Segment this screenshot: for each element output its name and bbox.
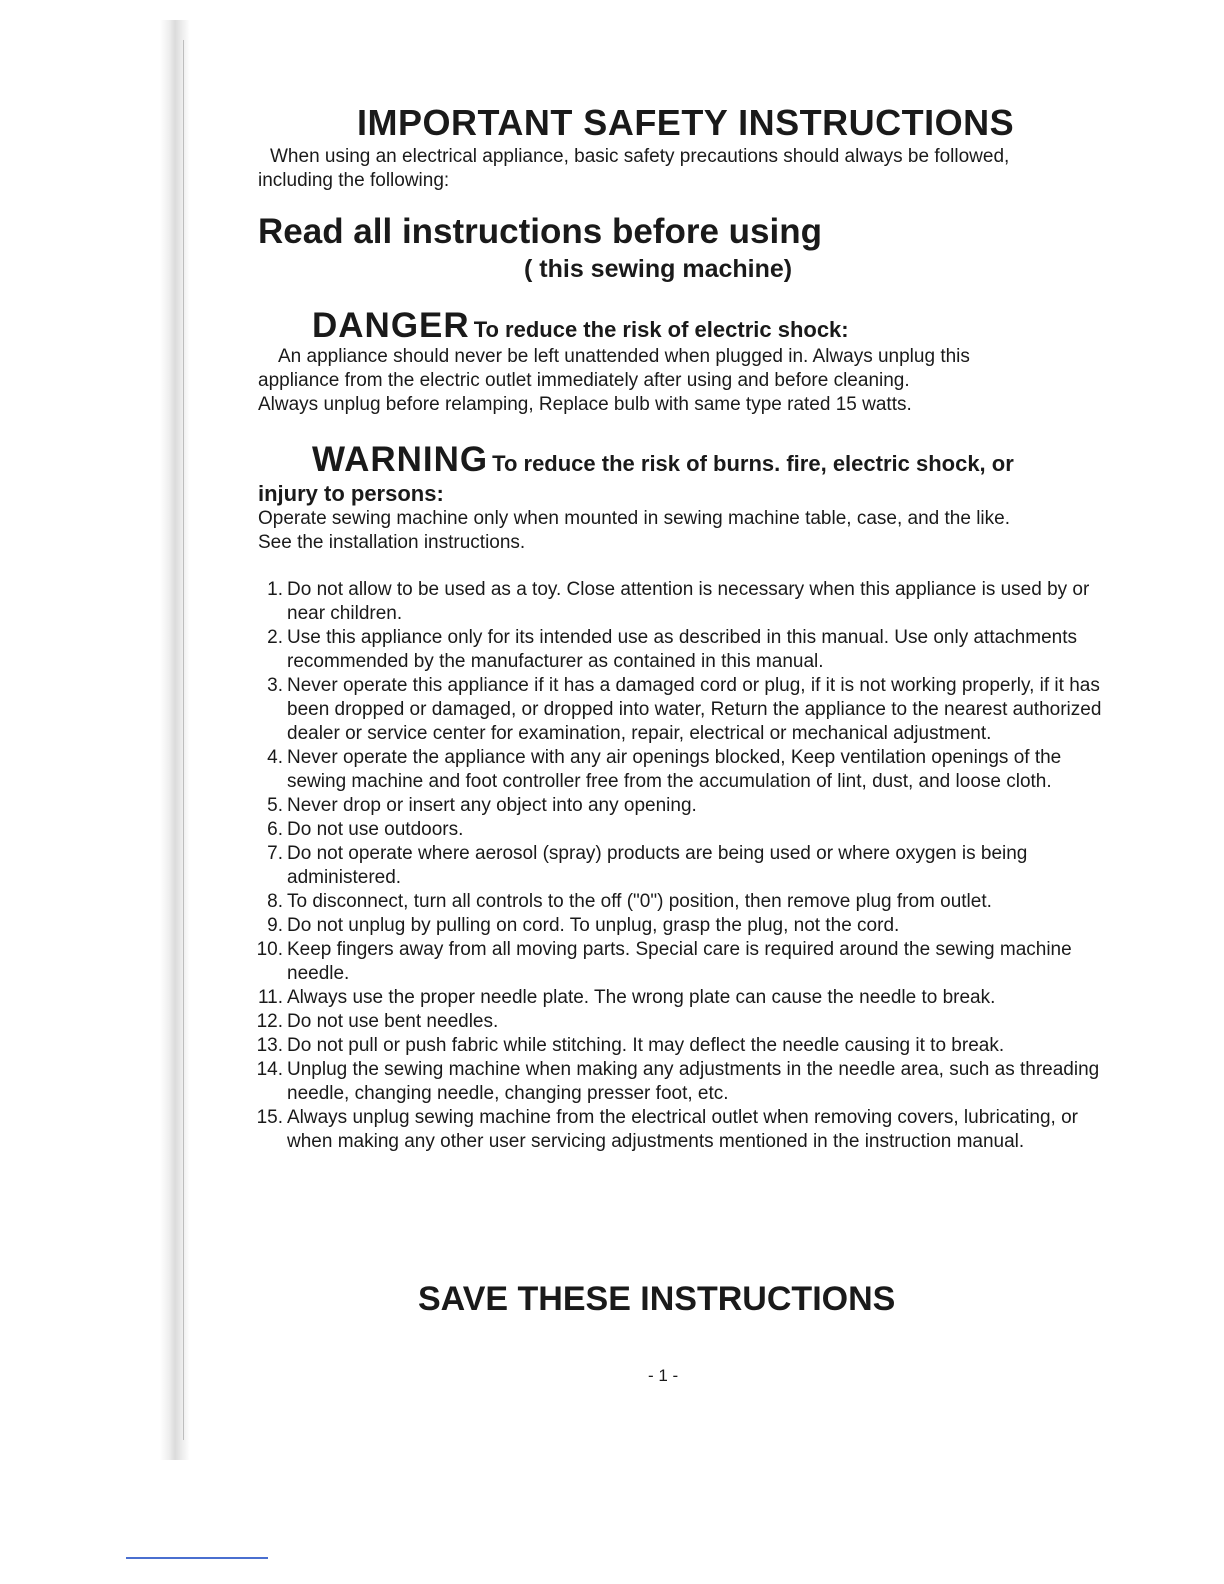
list-item-number: 5. — [267, 795, 283, 816]
list-item-number: 15. — [256, 1107, 283, 1128]
danger-line-1: An appliance should never be left unattended when plugged in. Always unplug this — [278, 346, 970, 367]
list-item-number: 7. — [267, 843, 283, 864]
list-item — [250, 626, 1110, 674]
list-item-number: 12. — [256, 1011, 283, 1032]
list-item — [250, 914, 1110, 938]
list-item — [250, 842, 1110, 890]
list-item-text: Never operate this appliance if it has a damaged cord or plug, if it is not working properly, if it has been dropped or damaged, or dropped into water, Return the appliance to the nearest authorized dealer or service center for examination, repair, electrical or mechanical adjustment. — [287, 675, 1102, 744]
list-item-text: Do not use outdoors. — [287, 819, 464, 840]
list-item-number: 11. — [257, 987, 283, 1008]
list-item — [250, 986, 1110, 1010]
list-item — [250, 938, 1110, 986]
read-all-subheading: ( this sewing machine) — [524, 255, 793, 283]
list-item-text: Always unplug sewing machine from the electrical outlet when removing covers, lubricating, or when making any other user servicing adjustments mentioned in the instruction manual. — [287, 1107, 1078, 1152]
list-item-text: Never drop or insert any object into any opening. — [287, 795, 697, 816]
warning-line-1: Operate sewing machine only when mounted in sewing machine table, case, and the like. — [258, 508, 1010, 529]
list-item-number: 1. — [267, 579, 283, 600]
list-item — [250, 674, 1110, 746]
list-item-number: 10. — [256, 939, 283, 960]
read-all-heading: Read all instructions before using — [258, 212, 822, 251]
save-instructions-heading: SAVE THESE INSTRUCTIONS — [418, 1280, 896, 1318]
list-item-number: 2. — [267, 627, 283, 648]
list-item-text: Unplug the sewing machine when making any adjustments in the needle area, such as threading needle, changing needle, changing presser foot, etc. — [287, 1059, 1100, 1104]
list-item-text: Do not operate where aerosol (spray) products are being used or where oxygen is being administered. — [287, 843, 1028, 888]
scan-binding-shadow — [160, 20, 190, 1460]
list-item — [250, 1058, 1110, 1106]
warning-word: WARNING — [312, 440, 489, 479]
list-item-text: Do not use bent needles. — [287, 1011, 499, 1032]
list-item-text: Do not allow to be used as a toy. Close attention is necessary when this appliance is used by or near children. — [287, 579, 1090, 624]
list-item — [250, 578, 1110, 626]
list-item-text: Keep fingers away from all moving parts. Special care is required around the sewing machine needle. — [287, 939, 1072, 984]
intro-line-2: including the following: — [258, 170, 450, 191]
list-item-number: 14. — [256, 1059, 283, 1080]
intro-line-1: When using an electrical appliance, basic safety precautions should always be followed, — [270, 146, 1010, 167]
danger-line-2: appliance from the electric outlet immediately after using and before cleaning. — [258, 370, 910, 391]
list-item — [250, 1010, 1110, 1034]
list-item-text: Do not pull or push fabric while stitching. It may deflect the needle causing it to break. — [287, 1035, 1005, 1056]
list-item-text: Do not unplug by pulling on cord. To unplug, grasp the plug, not the cord. — [287, 915, 900, 936]
list-item — [250, 746, 1110, 794]
list-item-text: Never operate the appliance with any air openings blocked, Keep ventilation openings of the sewing machine and foot controller free from the accumulation of lint, dust, and loose cloth. — [287, 747, 1062, 792]
list-item — [250, 1106, 1110, 1154]
list-item — [250, 890, 1110, 914]
page-title: IMPORTANT SAFETY INSTRUCTIONS — [357, 102, 1015, 143]
safety-instruction-list — [250, 578, 1110, 1154]
page-number: - 1 - — [648, 1366, 679, 1385]
warning-paragraph — [258, 507, 1118, 555]
danger-paragraph — [258, 345, 1118, 417]
list-item-number: 9. — [267, 915, 283, 936]
scan-edge-mark — [126, 1557, 268, 1559]
list-item — [250, 818, 1110, 842]
danger-heading — [312, 306, 849, 346]
list-item — [250, 1034, 1110, 1058]
warning-heading-line-2: injury to persons: — [258, 481, 444, 506]
danger-heading-text: To reduce the risk of electric shock: — [473, 317, 849, 342]
list-item-number: 4. — [267, 747, 283, 768]
list-item-text: Always use the proper needle plate. The wrong plate can cause the needle to break. — [287, 987, 996, 1008]
warning-line-2: See the installation instructions. — [258, 532, 526, 553]
list-item-number: 8. — [267, 891, 283, 912]
intro-paragraph — [258, 145, 1098, 193]
list-item-text: To disconnect, turn all controls to the off ("0") position, then remove plug from outlet. — [287, 891, 992, 912]
danger-word: DANGER — [312, 306, 470, 345]
danger-line-3: Always unplug before relamping, Replace bulb with same type rated 15 watts. — [258, 394, 912, 415]
list-item-number: 13. — [256, 1035, 283, 1056]
scan-binding-edge — [183, 40, 184, 1440]
list-item-text: Use this appliance only for its intended use as described in this manual. Use only attachments recommended by the manufacturer as contained in this manual. — [287, 627, 1077, 672]
warning-heading-text: To reduce the risk of burns. fire, electric shock, or — [492, 451, 1014, 476]
list-item-number: 3. — [267, 675, 283, 696]
list-item-number: 6. — [267, 819, 283, 840]
warning-heading — [312, 440, 1014, 480]
list-item — [250, 794, 1110, 818]
